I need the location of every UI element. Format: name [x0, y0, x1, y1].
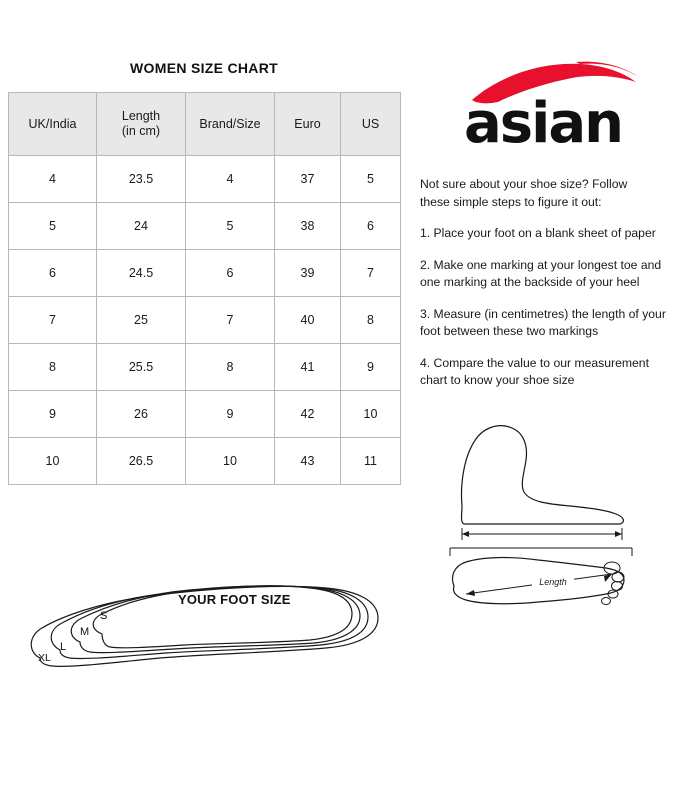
cell-length: 24.5 [97, 250, 186, 297]
cell-length: 23.5 [97, 156, 186, 203]
cell-euro: 41 [275, 344, 341, 391]
foot-measurement-diagrams [420, 410, 650, 620]
column-header-length [97, 93, 186, 156]
table-row [9, 297, 401, 344]
header-line: US [361, 116, 380, 131]
cell-length: 24 [97, 203, 186, 250]
cell-brand-size: 8 [186, 344, 275, 391]
cell-euro: 43 [275, 438, 341, 485]
cell-uk-india: 5 [9, 203, 97, 250]
cell-uk-india: 7 [9, 297, 97, 344]
cell-length: 25.5 [97, 344, 186, 391]
cell-euro: 37 [275, 156, 341, 203]
cell-length: 26 [97, 391, 186, 438]
instructions-intro [420, 176, 676, 211]
cell-us: 5 [341, 156, 401, 203]
cell-euro: 39 [275, 250, 341, 297]
cell-uk-india: 9 [9, 391, 97, 438]
intro-line-2: these simple steps to figure it out: [420, 194, 602, 209]
size-chart-table [8, 92, 401, 485]
brand-name: asian [464, 91, 622, 156]
table-row [9, 438, 401, 485]
column-header-uk-india [9, 93, 97, 156]
column-header-euro [275, 93, 341, 156]
intro-line-1: Not sure about your shoe size? Follow [420, 177, 628, 191]
brand-and-instructions-section [420, 56, 676, 625]
cell-euro: 38 [275, 203, 341, 250]
table-row [9, 156, 401, 203]
table-row [9, 344, 401, 391]
length-label: Length [539, 576, 567, 587]
header-line: Brand/Size [199, 116, 261, 131]
instruction-step-1: 1. Place your foot on a blank sheet of paper [420, 226, 656, 240]
instruction-step-4: 4. Compare the value to our measurement chart to know your shoe size [420, 355, 649, 387]
cell-length: 25 [97, 297, 186, 344]
brand-logo [420, 56, 676, 172]
cell-length: 26.5 [97, 438, 186, 485]
cell-brand-size: 7 [186, 297, 275, 344]
cell-uk-india: 8 [9, 344, 97, 391]
cell-euro: 40 [275, 297, 341, 344]
cell-uk-india: 6 [9, 250, 97, 297]
table-row [9, 250, 401, 297]
instruction-step-2: 2. Make one marking at your longest toe and one marking at the backside of your heel [420, 257, 662, 289]
cell-us: 6 [341, 203, 401, 250]
cell-us: 7 [341, 250, 401, 297]
size-chart-section [8, 60, 400, 485]
table-header-row [9, 93, 401, 156]
table-row [9, 391, 401, 438]
foot-side-view-diagram [462, 425, 624, 539]
footbed-size-diagram [10, 540, 400, 700]
cell-brand-size: 6 [186, 250, 275, 297]
cell-uk-india: 4 [9, 156, 97, 203]
cell-us: 9 [341, 344, 401, 391]
instruction-step-3: 3. Measure (in centimetres) the length of your foot between these two markings [420, 306, 666, 338]
column-header-us [341, 93, 401, 156]
cell-us: 11 [341, 438, 401, 485]
cell-uk-india: 10 [9, 438, 97, 485]
instructions-block [420, 176, 676, 390]
footbed-size-tag-xl: XL [38, 652, 51, 664]
header-line: UK/India [28, 116, 77, 131]
footbed-size-tag-l: L [60, 641, 67, 653]
cell-brand-size: 5 [186, 203, 275, 250]
cell-brand-size: 9 [186, 391, 275, 438]
cell-us: 10 [341, 391, 401, 438]
header-line: Euro [294, 116, 321, 131]
footbed-size-tag-s: S [100, 610, 108, 622]
header-line: Length [121, 109, 161, 123]
column-header-brand-size [186, 93, 275, 156]
footbed-size-tag-m: M [80, 626, 90, 638]
footbed-label: YOUR FOOT SIZE [178, 592, 291, 607]
header-line: (in cm) [121, 124, 161, 138]
cell-brand-size: 10 [186, 438, 275, 485]
foot-top-view-diagram [453, 557, 625, 604]
cell-brand-size: 4 [186, 156, 275, 203]
cell-euro: 42 [275, 391, 341, 438]
table-row [9, 203, 401, 250]
measure-bracket [450, 548, 632, 556]
cell-us: 8 [341, 297, 401, 344]
page-title: WOMEN SIZE CHART [130, 60, 278, 76]
